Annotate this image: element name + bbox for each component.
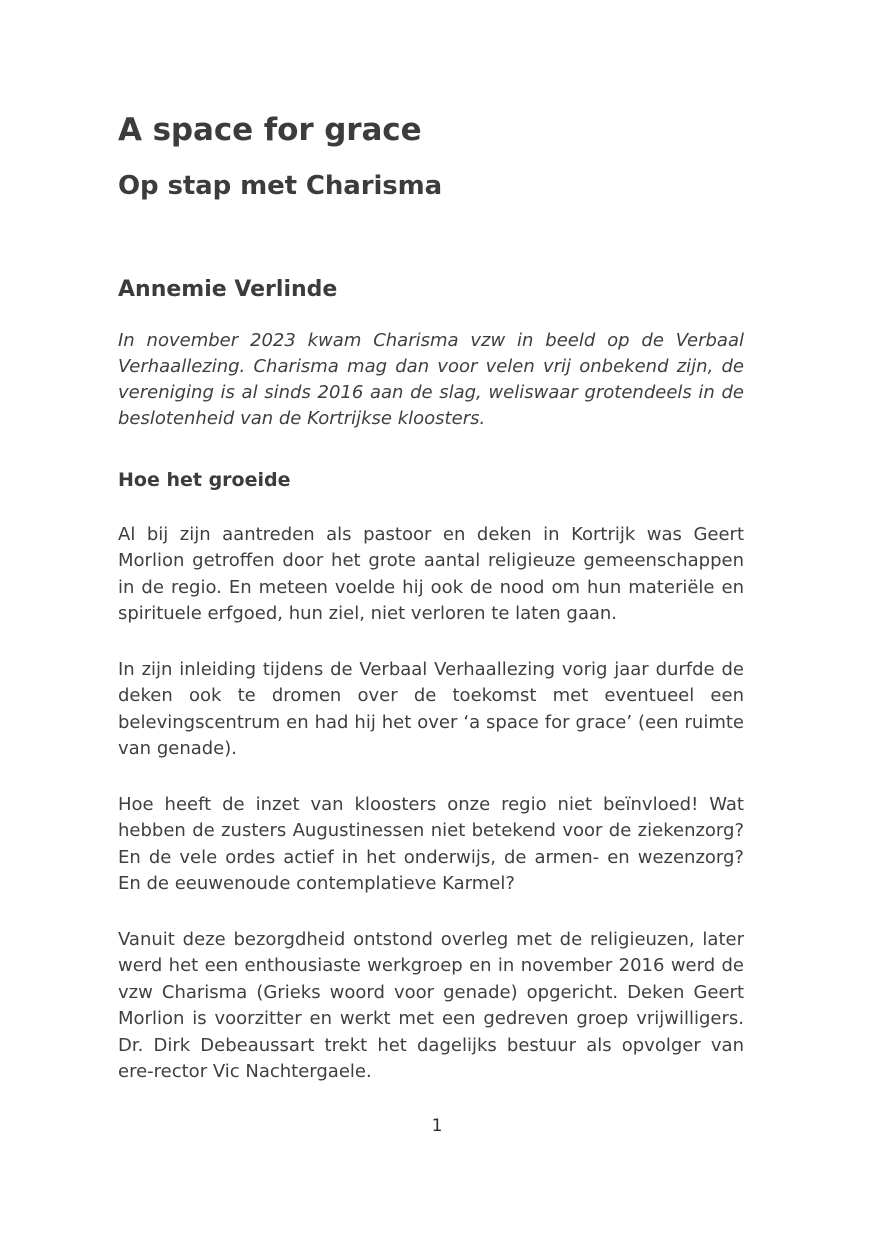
body-paragraph: Vanuit deze bezorgdheid ontstond overleg met de religieuzen, later werd het een enthousiaste werkgroep en in november 2016 werd de vzw Charisma (Grieks woord voor genade) opgericht. Deken Geert Morlion is voorzitter en werkt met een gedreven groep vrijwilligers. Dr. Dirk Debeaussart trekt het dagelijks bestuur als opvolger van ere-rector Vic Nachtergaele. <box>118 928 744 1083</box>
page-title: A space for grace <box>118 112 422 148</box>
page-subtitle: Op stap met Charisma <box>118 170 443 201</box>
body-paragraph: Hoe heeft de inzet van kloosters onze regio niet beïnvloed! Wat hebben de zusters Augustinessen niet betekend voor de ziekenzorg? En de vele ordes actief in het onderwijs, de armen- en wezenzorg? En de eeuwenoude contemplatieve Karmel? <box>118 793 744 895</box>
section-heading: Hoe het groeide <box>118 469 291 492</box>
author-name: Annemie Verlinde <box>118 276 338 302</box>
body-paragraph: Al bij zijn aantreden als pastoor en deken in Kortrijk was Geert Morlion getroffen door het grote aantal religieuze gemeenschappen in de regio. En meteen voelde hij ook de nood om hun materiële en spirituele erfgoed, hun ziel, niet verloren te laten gaan. <box>118 523 744 625</box>
body-paragraph: In zijn inleiding tijdens de Verbaal Verhaallezing vorig jaar durfde de deken ook te dromen over de toekomst met eventueel een belevingscentrum en had hij het over ‘a space for grace’ (een ruimte van genade). <box>118 658 744 760</box>
lede-paragraph: In november 2023 kwam Charisma vzw in beeld op de Verbaal Verhaallezing. Charisma mag dan voor velen vrij onbekend zijn, de vereniging is al sinds 2016 aan de slag, weliswaar grotendeels in de beslotenheid van de Kortrijkse kloosters. <box>118 330 744 430</box>
page-number: 1 <box>431 1116 443 1136</box>
document-body <box>118 112 744 1086</box>
